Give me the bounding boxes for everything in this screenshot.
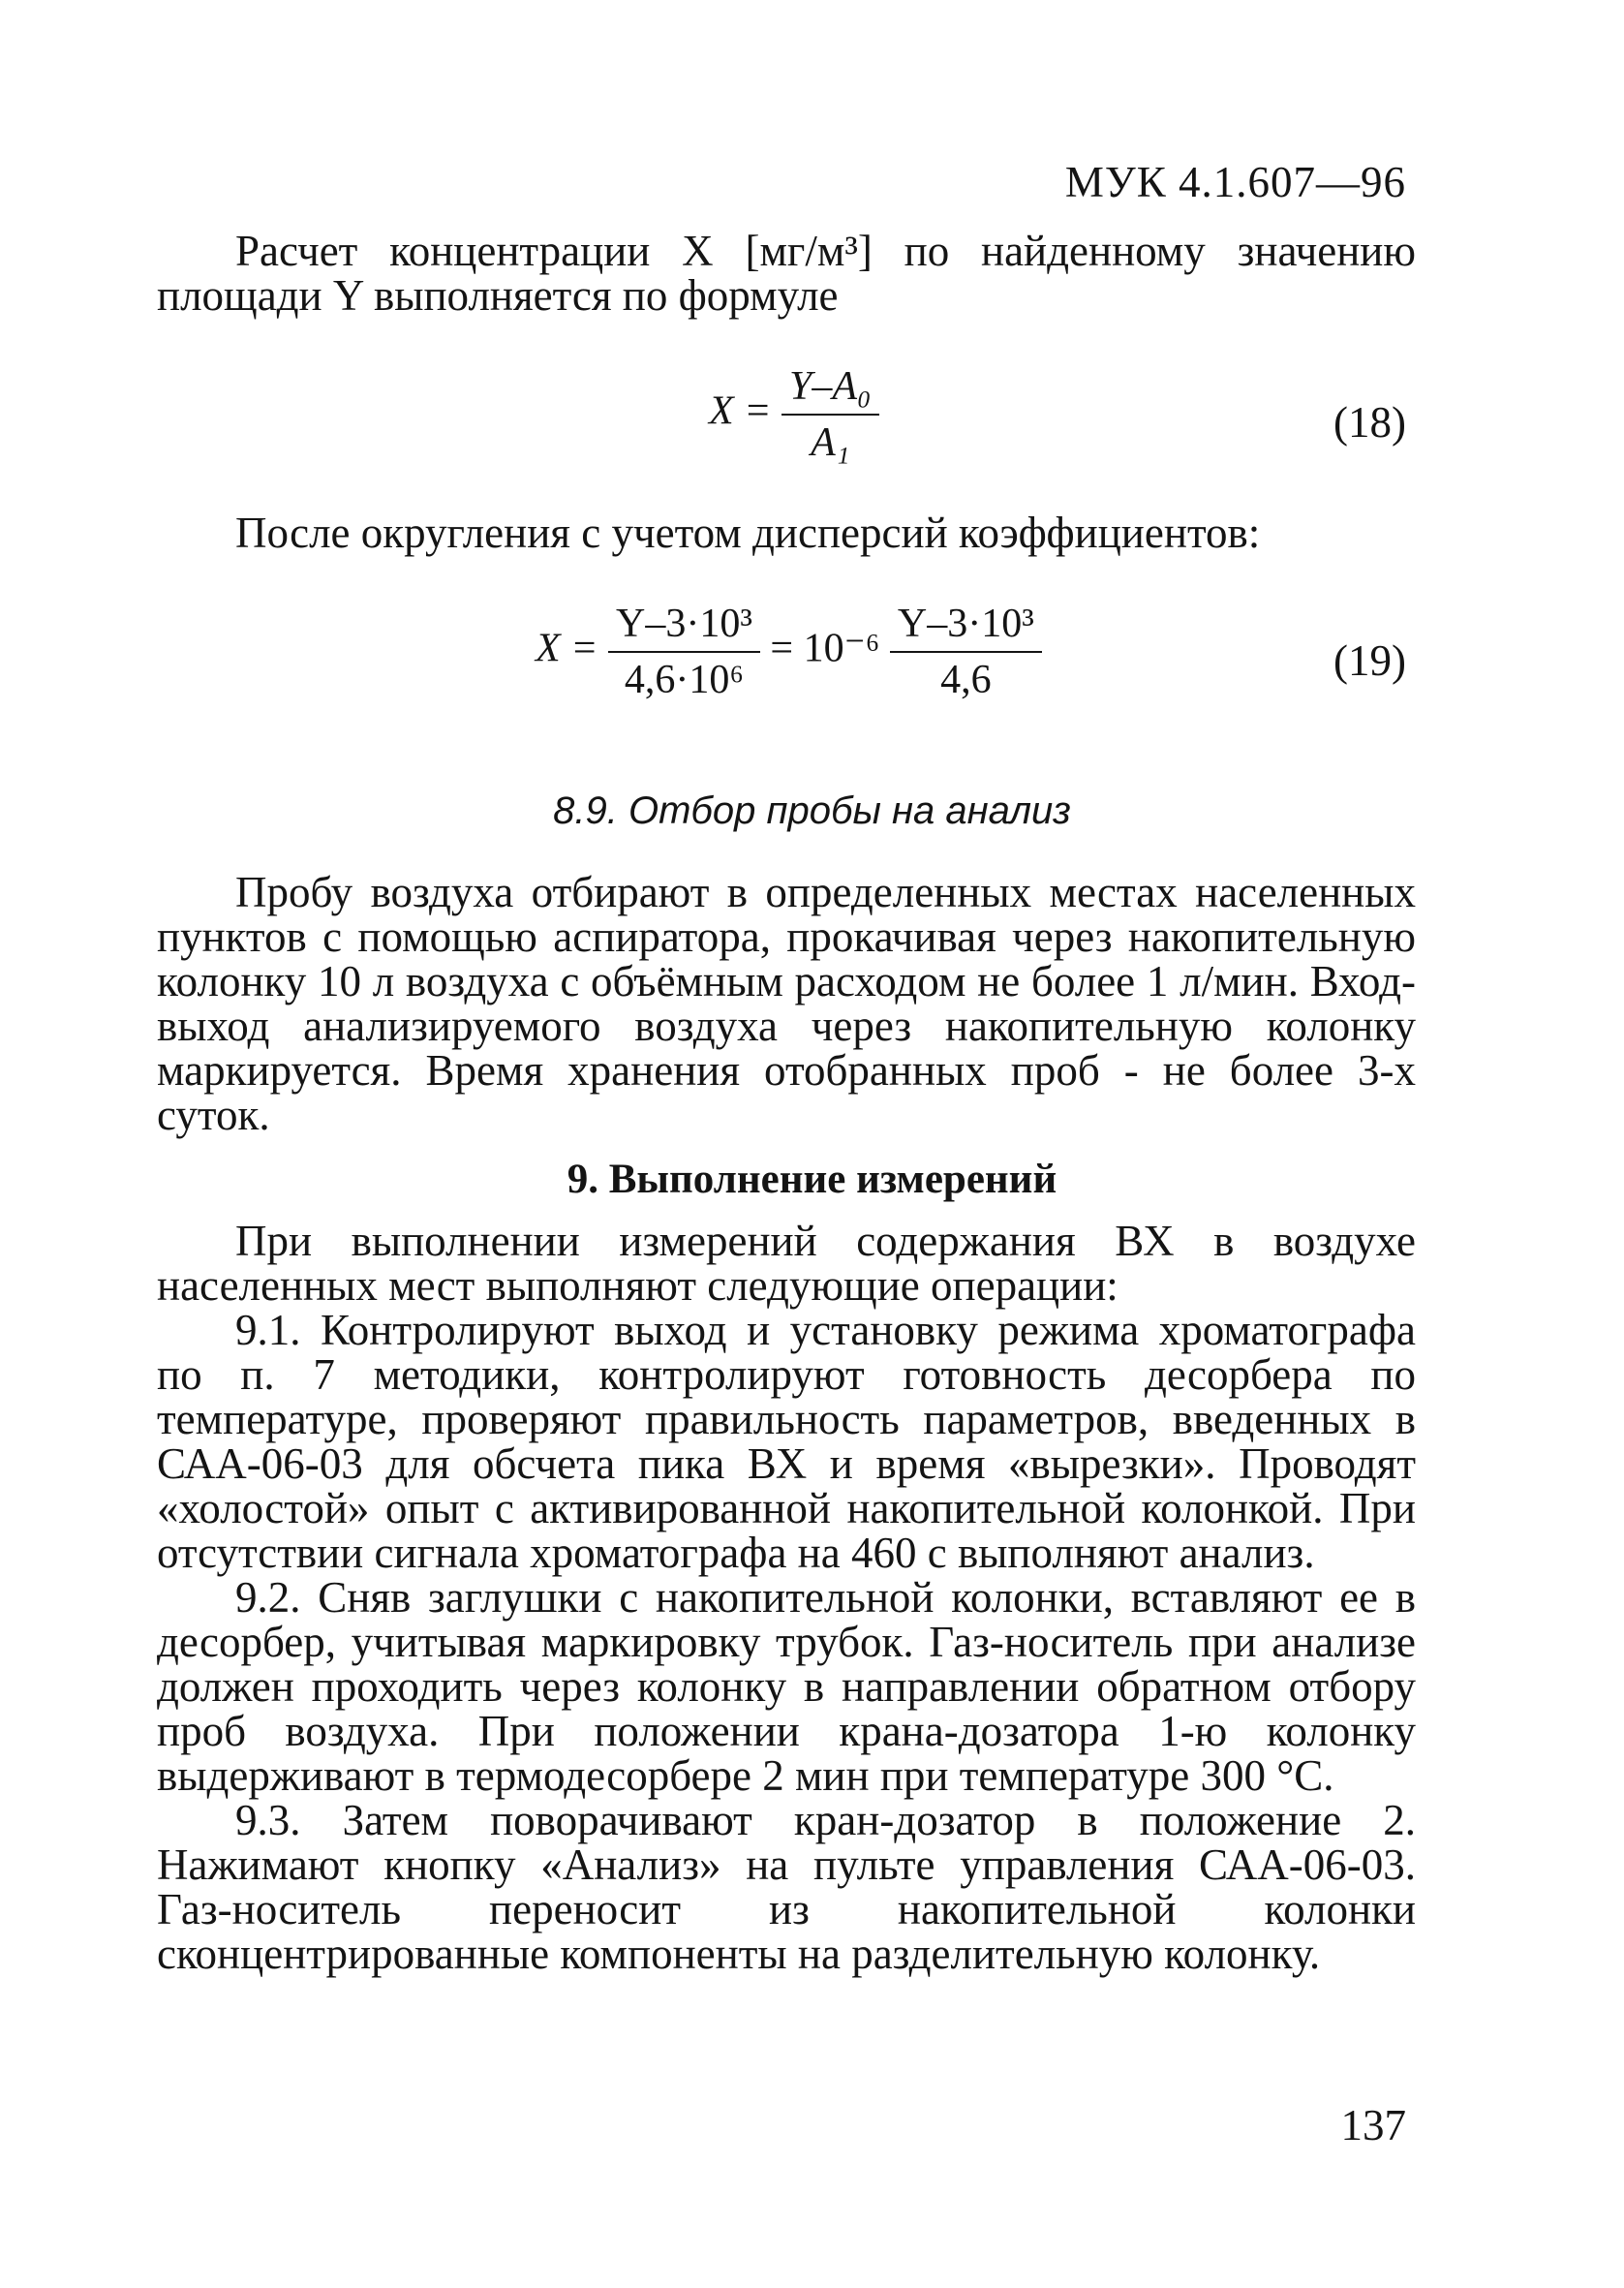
rounding-text xyxy=(157,510,1416,555)
document-code: МУК 4.1.607—96 xyxy=(1064,158,1406,206)
intro-text xyxy=(157,229,1416,318)
formula-19-fraction-2 xyxy=(890,601,1042,703)
section-9-item-1: 9.1. Контролируют выход и установку режима хроматографа по п. 7 методики, контролируют готовность десорбера по температуре, проверяют правильность параметров, введенных в САА-06-03 для обсчета пика ВХ и время «вырезки». Проводят «холостой» опыт с активированной накопительной колонкой. При отсутствии сигнала хроматографа на 460 с выполняют анализ. xyxy=(157,1306,1416,1577)
formula-19-number: (19) xyxy=(1333,636,1406,685)
section-9-intro: При выполнении измерений содержания ВХ в воздухе населенных мест выполняют следующие операции: xyxy=(157,1217,1416,1310)
formula-19-numerator-2: Y–3·10³ xyxy=(890,601,1042,653)
section-8-9-paragraph: Пробу воздуха отбирают в определенных местах населенных пунктов с помощью аспиратора, прокачивая через накопительную колонку 10 л воздуха с объёмным расходом не более 1 л/мин. Вход-выход анализируемого воздуха через накопительную колонку маркируется. Время хранения отобранных проб - не более 3-х суток. xyxy=(157,868,1416,1139)
formula-19-denominator-1: 4,6·10⁶ xyxy=(624,658,745,702)
section-9-title: 9. Выполнение измерений xyxy=(567,1157,1057,1202)
formula-18-fraction xyxy=(781,363,879,466)
section-9-item-2: 9.2. Сняв заглушки с накопительной колонки, вставляют ее в десорбер, учитывая маркировку трубок. Газ-носитель при анализе должен проходить через колонку в направлении обратном отбору проб воздуха. При положении крана-дозатора 1-ю колонку выдерживают в термодесорбере 2 мин при температуре 300 °С. xyxy=(157,1573,1416,1800)
formula-19-denominator-2: 4,6 xyxy=(940,658,992,702)
formula-18-lhs: X = xyxy=(709,388,772,434)
rounding-paragraph: После округления с учетом дисперсий коэффициентов: xyxy=(235,509,1261,557)
formula-19-numerator-1: Y–3·10³ xyxy=(608,601,760,653)
section-8-9-body xyxy=(157,870,1416,1137)
section-9-body xyxy=(157,1219,1416,1976)
formula-18-denominator: A₁ xyxy=(811,420,850,465)
section-8-9-title: 8.9. Отбор пробы на анализ xyxy=(553,789,1071,832)
formula-19-middle: = 10⁻⁶ xyxy=(770,626,880,671)
formula-19 xyxy=(536,601,1042,703)
formula-19-fraction-1 xyxy=(608,601,760,703)
section-9-item-3: 9.3. Затем поворачивают кран-дозатор в положение 2. Нажимают кнопку «Анализ» на пульте управления САА-06-03. Газ-носитель переносит из накопительной колонки сконцентрированные компоненты на разделительную колонку. xyxy=(157,1796,1416,1978)
formula-19-lhs: X = xyxy=(536,626,598,671)
formula-18-numerator: Y–A₀ xyxy=(781,363,879,416)
formula-18-number: (18) xyxy=(1333,398,1406,447)
formula-18 xyxy=(709,363,879,466)
intro-paragraph: Расчет концентрации X [мг/м³] по найденному значению площади Y выполняется по формуле xyxy=(157,227,1416,320)
page-number: 137 xyxy=(1340,2101,1406,2149)
